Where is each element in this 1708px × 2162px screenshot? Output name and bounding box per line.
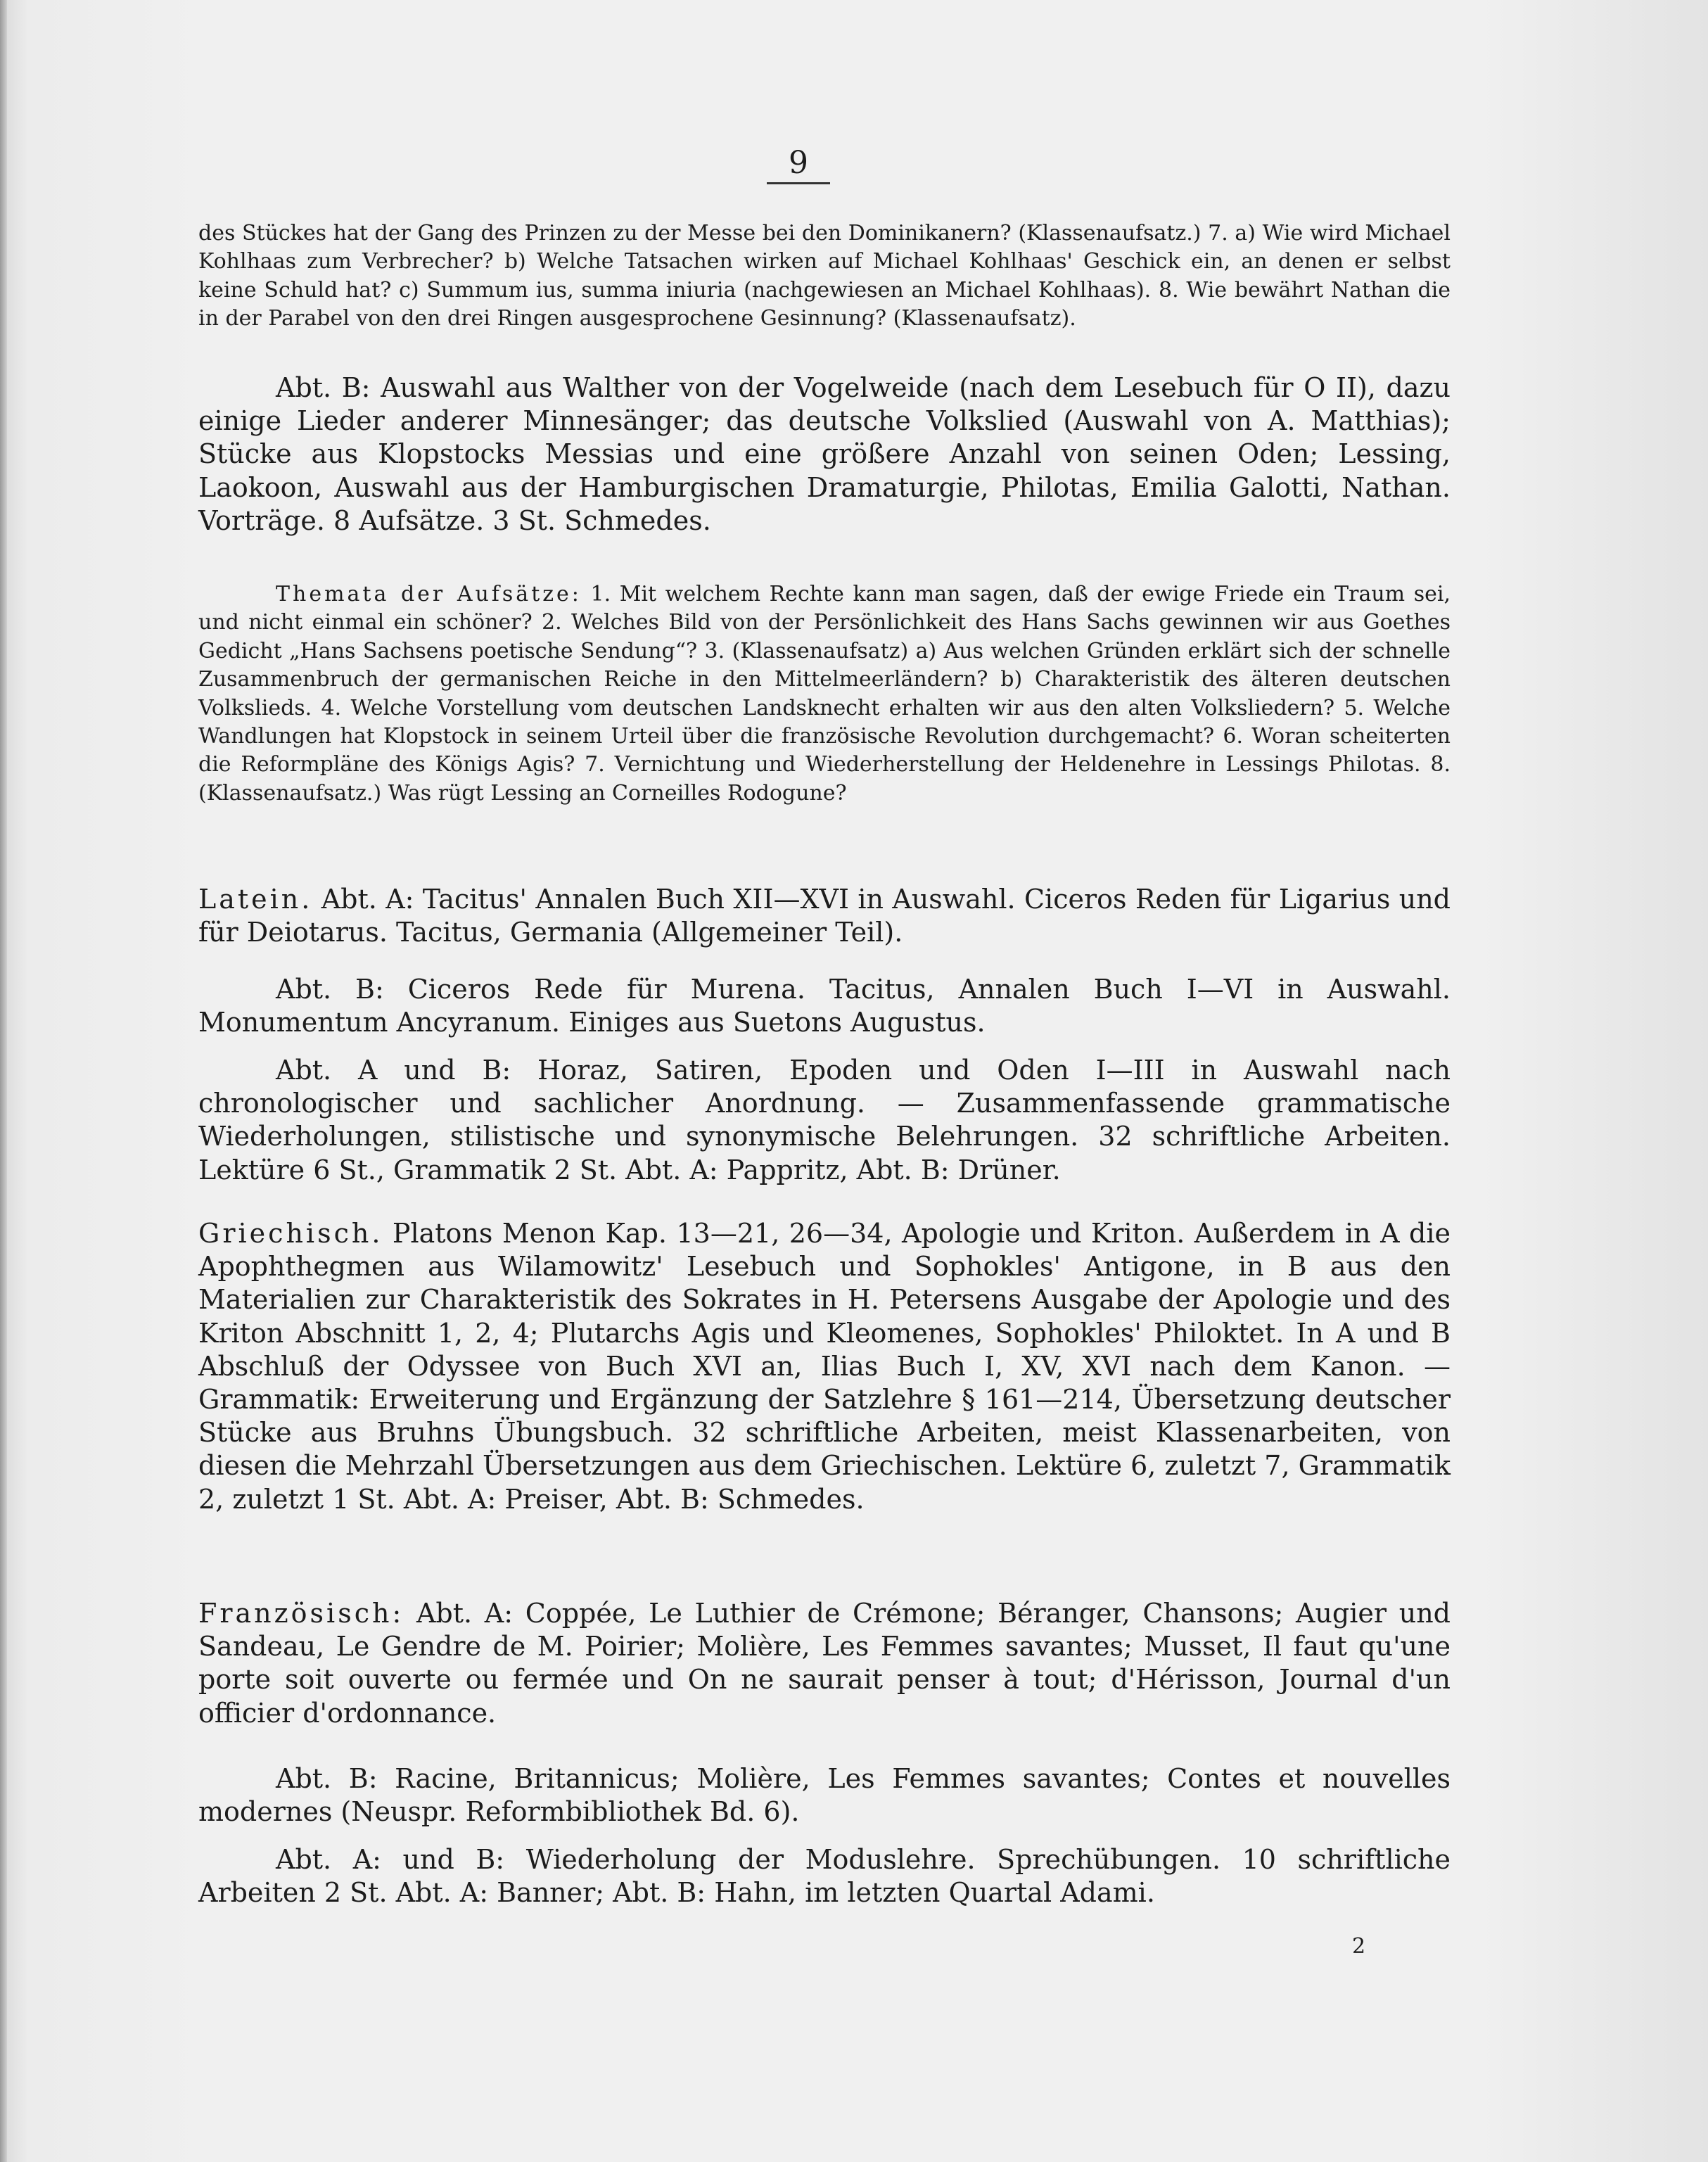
paragraph-themes-continued: des Stückes hat der Gang des Prinzen zu der Messe bei den Dominikanern? (Klassenaufsatz.) 7. a) Wie wird Michael Kohlhaas zum Verbrecher? b) Welche Tatsachen wirken auf Michael Kohlhaas' Geschick ein, an denen er selbst keine Schuld hat? c) Summum ius, summa iniuria (nachgewiesen an Michael Kohlhaas). 8. Wie bewährt Nathan die in der Parabel von den drei Ringen ausgesprochene Gesinnung? (Klassenaufsatz). [198,221,1451,331]
paragraph-griechisch [198,1217,1451,1516]
paragraph-latein-abt-a [198,883,1451,949]
signature-mark: 2 [1352,1934,1366,1959]
paragraph-franz-abt-b: Abt. B: Racine, Britannicus; Molière, Les Femmes savantes; Contes et nouvelles modernes (Neuspr. Reformbibliothek Bd. 6). [198,1763,1451,1828]
franz-abt-a-text: Abt. A: Coppée, Le Luthier de Crémone; Béranger, Chansons; Augier und Sandeau, Le Gendre de M. Poirier; Molière, Les Femmes savantes; Musset, Il faut qu'une porte soit ouverte ou fermée und On ne saurait penser à tout; d'Hérisson, Journal d'un officier d'ordonnance. [198,1598,1451,1729]
latein-heading: Latein. [198,884,313,915]
franz-heading: Französisch: [198,1598,404,1629]
griechisch-heading: Griechisch. [198,1218,383,1249]
paragraph-franz-abt-a [198,1597,1451,1730]
griechisch-text: Platons Menon Kap. 13—21, 26—34, Apologie und Kriton. Außerdem in A die Apophthegmen aus Wilamowitz' Lesebuch und Sophokles' Antigone, in B aus den Materialien zur Charakteristik des Sokrates in H. Petersens Ausgabe der Apologie und des Kriton Abschnitt 1, 2, 4; Plutarchs Agis und Kleomenes, Sophokles' Philoktet. In A und B Abschluß der Odyssee von Buch XVI an, Ilias Buch I, XV, XVI nach dem Kanon. — Grammatik: Erweiterung und Ergänzung der Satzlehre § 161—214, Übersetzung deutscher Stücke aus Bruhns Übungsbuch. 32 schriftliche Arbeiten, meist Klassenarbeiten, von diesen die Mehrzahl Übersetzungen aus dem Griechischen. Lektüre 6, zuletzt 7, Grammatik 2, zuletzt 1 St. Abt. A: Preiser, Abt. B: Schmedes. [198,1218,1451,1515]
paragraph-franz-abt-ab: Abt. A: und B: Wiederholung der Moduslehre. Sprechübungen. 10 schriftliche Arbeiten 2 St. Abt. A: Banner; Abt. B: Hahn, im letzten Quartal Adami. [198,1844,1451,1909]
paragraph-deutsch-abt-b: Abt. B: Auswahl aus Walther von der Vogelweide (nach dem Lesebuch für O II), dazu einige Lieder anderer Minnesänger; das deutsche Volkslied (Auswahl von A. Matthias); Stücke aus Klopstocks Messias und eine größere Anzahl von seinen Oden; Lessing, Laokoon, Auswahl aus der Hamburgischen Dramaturgie, Philotas, Emilia Galotti, Nathan. Vorträge. 8 Aufsätze. 3 St. Schmedes. [198,372,1451,536]
latein-abt-a-text: Abt. A: Tacitus' Annalen Buch XII—XVI in Auswahl. Ciceros Reden für Ligarius und für Deiotarus. Tacitus, Germania (Allgemeiner Teil). [198,884,1451,948]
themata-label: Themata der Aufsätze: [276,582,582,606]
paragraph-latein-abt-ab: Abt. A und B: Horaz, Satiren, Epoden und Oden I—III in Auswahl nach chronologischer und sachlicher Anordnung. — Zusammenfassende grammatische Wiederholungen, stilistische und synonymische Belehrungen. 32 schriftliche Arbeiten. Lektüre 6 St., Grammatik 2 St. Abt. A: Pappritz, Abt. B: Drüner. [198,1055,1451,1185]
page-number: 9 [767,144,830,184]
binding-edge [0,0,7,2162]
paragraph-latein-abt-b: Abt. B: Ciceros Rede für Murena. Tacitus, Annalen Buch I—VI in Auswahl. Monumentum Ancyranum. Einiges aus Suetons Augustus. [198,974,1451,1038]
paragraph-themata [198,580,1451,808]
themata-text: 1. Mit welchem Rechte kann man sagen, daß der ewige Friede ein Traum sei, und nicht einmal ein schöner? 2. Welches Bild von der Persönlichkeit des Hans Sachs gewinnen wir aus Goethes Gedicht „Hans Sachsens poetische Sendung“? 3. (Klassenaufsatz) a) Aus welchen Gründen erklärt sich der schnelle Zusammenbruch der germanischen Reiche in den Mittelmeerländern? b) Charakteristik des älteren deutschen Volkslieds. 4. Welche Vorstellung vom deutschen Landsknecht erhalten wir aus den alten Volksliedern? 5. Welche Wandlungen hat Klopstock in seinem Urteil über die französische Revolution durchgemacht? 6. Woran scheiterten die Reformpläne des Königs Agis? 7. Vernichtung und Wiederherstellung der Heldenehre in Lessings Philotas. 8. (Klassenaufsatz.) Was rügt Lessing an Corneilles Rodogune? [198,582,1451,806]
